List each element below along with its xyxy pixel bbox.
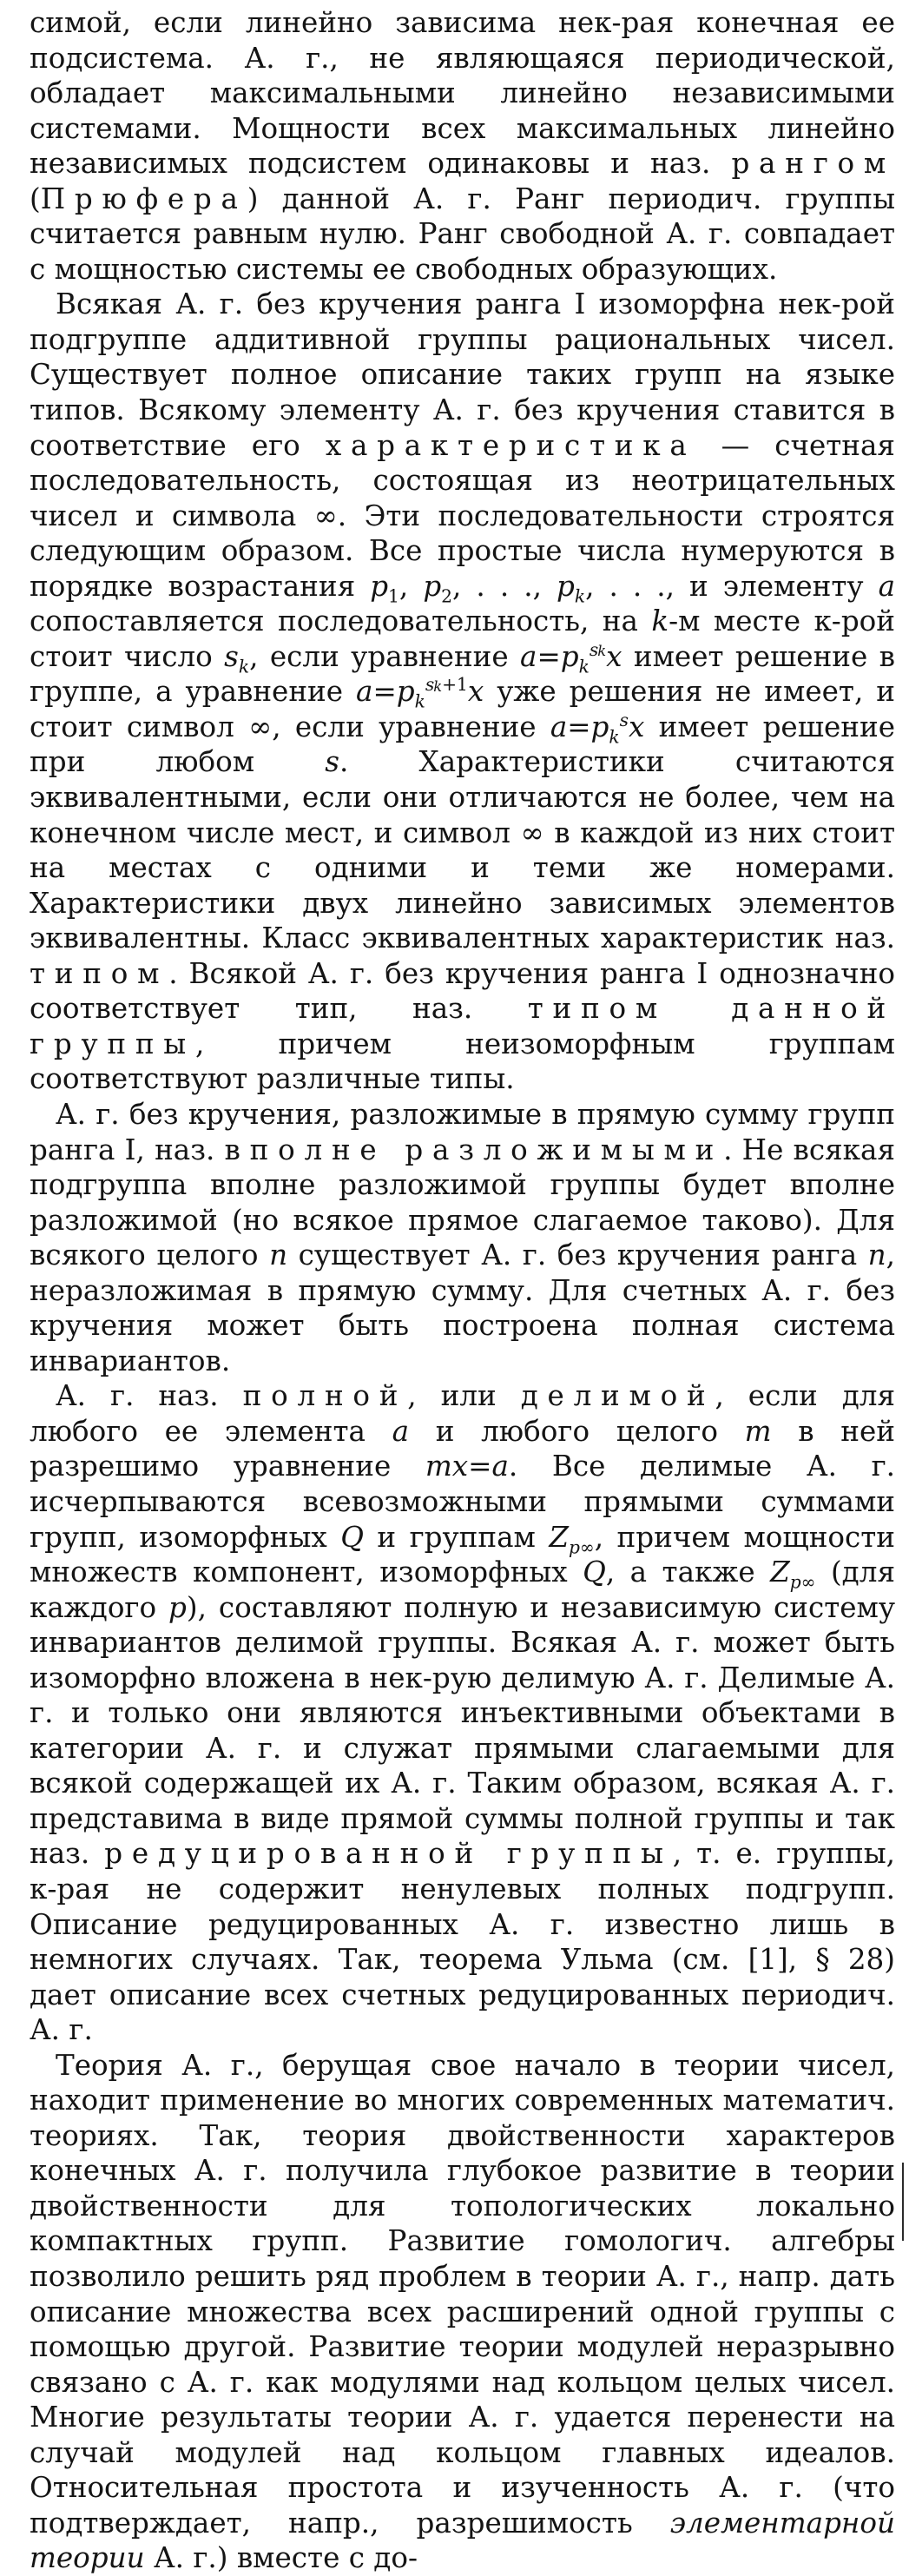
- spaced-term: полной: [242, 1379, 408, 1413]
- subscript: p∞: [568, 1536, 595, 1558]
- text-run: существует А. г. без кручения ранга: [287, 1238, 868, 1272]
- text-run: уже решения не имеет, и стоит символ ∞, если уравнение: [30, 675, 895, 743]
- math-symbol: a: [878, 569, 895, 603]
- spaced-term: типом: [30, 956, 169, 990]
- text-run: , а также: [605, 1556, 771, 1589]
- text-run: , или: [407, 1379, 521, 1413]
- text-run: , т. е. группы, к-рая не содержит ненулевых полных подгрупп. Описание редуцированных А. г. известно лишь в немногих случаях. Так, теорема Ульма (см. [1], § 28) дает описание всех счетных редуцированных периодич. А. г.: [30, 1837, 895, 2047]
- text-run: . Все делимые А. г. исчерпываются всевозможными прямыми суммами групп, изоморфных: [30, 1450, 895, 1554]
- text-run: . Не всякая подгруппа вполне разложимой группы будет вполне разложимой (но всякое прямое слагаемое таково). Для всякого целого: [30, 1133, 896, 1272]
- math-symbol: p: [423, 569, 442, 603]
- text-run: А. г.) вместе с до-: [144, 2541, 418, 2575]
- math-symbol: n: [867, 1238, 886, 1272]
- text-run: . Всякой А. г. без кручения ранга I однозначно соответствует тип, наз.: [30, 956, 895, 1026]
- subscript: k: [414, 690, 425, 712]
- math-symbol: a=p: [356, 675, 415, 709]
- math-symbol: x: [629, 710, 645, 743]
- superscript-subscript: k: [597, 643, 607, 660]
- text-run: А. г. наз.: [56, 1379, 243, 1413]
- math-symbol: s: [224, 639, 239, 673]
- math-symbol: s: [325, 745, 339, 779]
- spaced-term: делимой: [520, 1379, 715, 1413]
- spaced-term: рангом: [731, 147, 895, 181]
- text-run: , если уравнение: [249, 639, 521, 673]
- math-symbol: mx=a: [425, 1450, 509, 1483]
- text-run: симой, если линейно зависима нек-рая конечная ее подсистема. А. г., не являющаяся периодической, обладает максимальными линейно независимыми системами. Мощности всех максимальных линейно независимых подсистем одинаковы и наз.: [30, 6, 895, 181]
- text-run: Всякая А. г. без кручения ранга I изоморфна нек-рой подгруппе аддитивной группы рациональных чисел. Существует полное описание таких групп на языке типов. Всякому элементу А. г. без кручения ставится в соответствие его: [30, 287, 895, 462]
- superscript-subscript: k: [433, 677, 443, 695]
- subscript: p∞: [789, 1571, 816, 1593]
- text-run: , . . ., и элементу: [585, 569, 879, 603]
- text-run: А. г. без кручения, разложимые в прямую сумму групп ранга I, наз.: [30, 1097, 895, 1166]
- math-symbol: p: [168, 1590, 187, 1624]
- text-run: в ней разрешимо уравнение: [30, 1414, 895, 1483]
- paragraph-rank-one-groups: [30, 287, 895, 1097]
- text-run: , . . .,: [452, 569, 557, 603]
- superscript: s: [619, 710, 629, 731]
- math-symbol: a: [392, 1414, 410, 1448]
- text-run: и любого целого: [409, 1414, 745, 1448]
- paragraph-divisible-groups: [30, 1378, 895, 2047]
- math-symbol: Q: [340, 1520, 364, 1554]
- paragraph-rank: [30, 5, 895, 287]
- math-symbol: p: [370, 569, 389, 603]
- math-symbol: k: [651, 604, 669, 638]
- text-run: — счетная последовательность, состоящая из неотрицательных чисел и символа ∞. Эти последовательности строятся следующим образом. Все простые числа нумеруются в порядке возрастания: [30, 428, 895, 603]
- text-run: ) данной А. г. Ранг периодич. группы считается равным нулю. Ранг свободной А. г. совпадает с мощностью системы ее свободных образующих.: [30, 182, 895, 286]
- paragraph-completely-decomposable: [30, 1097, 895, 1378]
- superscript: +1: [442, 674, 468, 696]
- text-run: ,: [399, 569, 424, 603]
- text-run: , если для любого ее элемента: [30, 1379, 896, 1448]
- math-symbol: a=p: [520, 639, 579, 673]
- text-run: ), составляют полную и независимую систему инвариантов делимой группы. Всякая А. г. может быть изоморфно вложена в нек-рую делимую А. г. Делимые А. г. и только они являются инъективными объектами в категории А. г. и служат прямыми слагаемыми для всякой содержащей их А. г. Таким образом, всякая А. г. представима в виде прямой суммы полной группы и так наз.: [30, 1590, 896, 1871]
- subscript: k: [574, 585, 586, 607]
- math-symbol: Z: [770, 1556, 790, 1589]
- text-column: [30, 5, 895, 2576]
- text-run: , неразложимая в прямую сумму. Для счетных А. г. без кручения может быть построена полная система инвариантов.: [30, 1238, 895, 1377]
- superscript: s: [425, 674, 435, 696]
- math-symbol: Q: [583, 1556, 606, 1589]
- spaced-term: редуцированной группы: [104, 1837, 673, 1871]
- text-run: имеет решение при любом: [30, 710, 895, 779]
- text-run: . Характеристики считаются эквивалентными, если они отличаются не более, чем на конечном числе мест, и символ ∞ в каждой из них стоит на местах с одними и теми же номерами. Характеристики двух линейно зависимых элементов эквивалентны. Класс эквивалентных характеристик наз.: [30, 745, 895, 955]
- text-run: (: [30, 182, 41, 215]
- math-symbol: m: [744, 1414, 772, 1448]
- spaced-term: вполне разложимыми: [224, 1133, 724, 1166]
- spaced-term: характеристика: [325, 428, 696, 462]
- page-edge-rule: [902, 2163, 904, 2241]
- paragraph-theory-applications: [30, 2048, 895, 2576]
- text-run: (для каждого: [30, 1556, 895, 1624]
- spaced-term: Прюфера: [40, 182, 247, 215]
- math-symbol: n: [269, 1238, 288, 1272]
- subscript: 1: [388, 585, 399, 607]
- text-run: -м месте к-рой стоит число: [30, 604, 896, 673]
- subscript: k: [578, 656, 590, 677]
- math-symbol: элементарной теории: [30, 2506, 895, 2575]
- subscript: 2: [441, 585, 453, 607]
- text-run: , причем неизоморфным группам соответствуют различные типы.: [30, 1027, 895, 1096]
- text-run: Теория А. г., берущая свое начало в теории чисел, находит применение во многих современных математич. теориях. Так, теория двойственности характеров конечных А. г. получила глубокое развитие в теории двойственности для топологических локально компактных групп. Развитие гомологич. алгебры позволило решить ряд проблем в теории А. г., напр. дать описание множества всех расширений одной группы с помощью другой. Развитие теории модулей неразрывно связано с А. г. как модулями над кольцом целых чисел. Многие результаты теории А. г. удается перенести на случай модулей над кольцом главных идеалов. Относительная простота и изученность А. г. (что подтверждает, напр., разрешимость: [30, 2048, 895, 2540]
- text-run: , причем мощности множеств компонент, изоморфных: [30, 1520, 896, 1589]
- text-run: имеет решение в группе, а уравнение: [30, 639, 896, 709]
- spaced-term: типом данной группы: [30, 992, 895, 1060]
- math-symbol: x: [467, 675, 484, 709]
- math-symbol: x: [606, 639, 622, 673]
- math-symbol: p: [556, 569, 575, 603]
- superscript: s: [589, 638, 599, 660]
- math-symbol: a=p: [550, 710, 609, 743]
- text-run: сопоставляется последовательность, на: [30, 604, 652, 638]
- subscript: k: [238, 656, 250, 677]
- text-run: и группам: [363, 1520, 550, 1554]
- math-symbol: Z: [549, 1520, 569, 1554]
- subscript: k: [609, 726, 620, 748]
